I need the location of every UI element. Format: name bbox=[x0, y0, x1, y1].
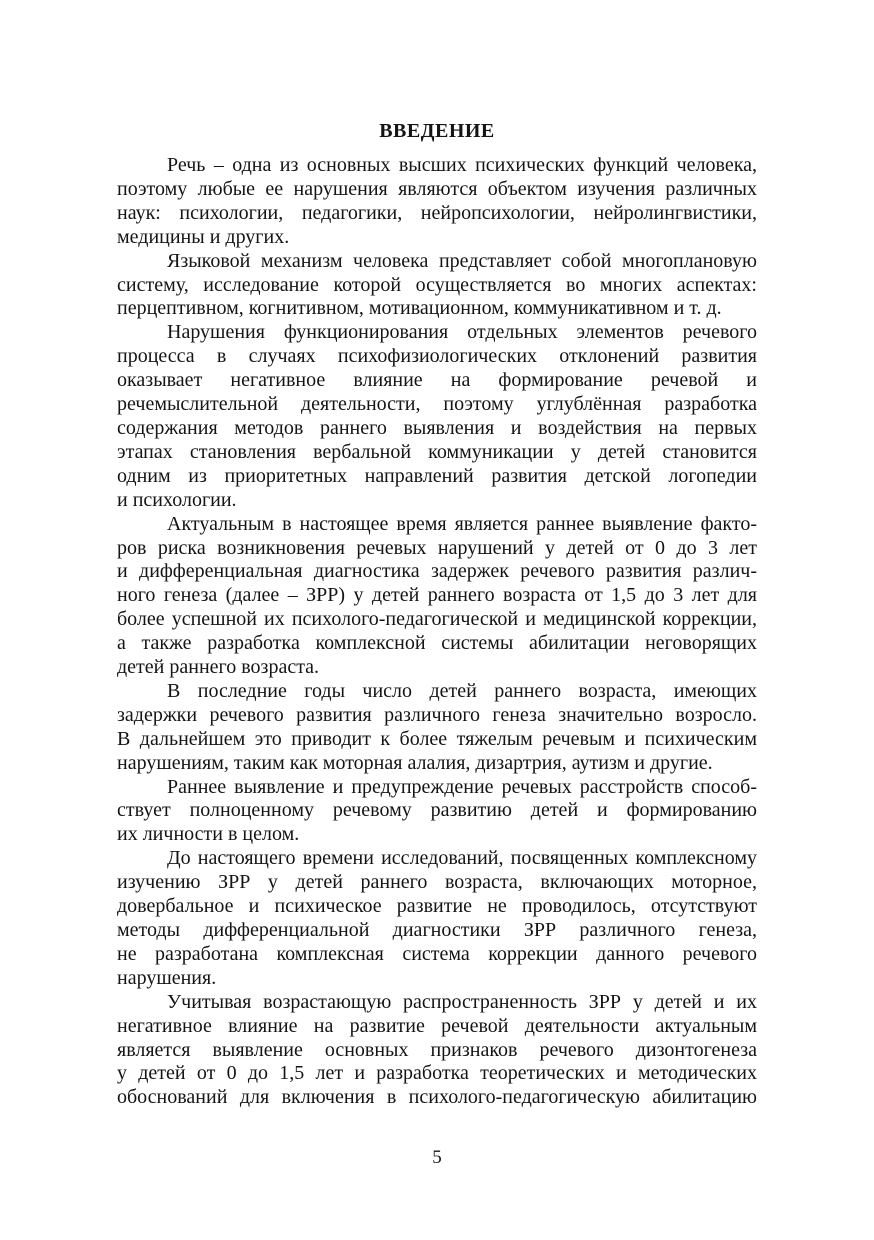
paragraph-line: более успешной их психолого-педагогической и медицинской коррекции, bbox=[117, 608, 757, 631]
paragraph-line: не разработана комплексная система коррекции данного речевого bbox=[117, 942, 757, 965]
paragraph-line: До настоящего времени исследований, посвященных комплексному bbox=[167, 847, 757, 870]
paragraph-line: задержки речевого развития различного генеза значительно возросло. bbox=[117, 703, 757, 726]
paragraph-line: поэтому любые ее нарушения являются объектом изучения различных bbox=[117, 177, 757, 200]
paragraph bbox=[117, 991, 757, 1111]
paragraph-line: Речь – одна из основных высших психических функций человека, bbox=[167, 154, 757, 176]
paragraph-line: В последние годы число детей раннего возраста, имеющих bbox=[167, 679, 757, 702]
paragraph bbox=[117, 321, 757, 512]
paragraph-line: и дифференциальная диагностика задержек речевого развития различ- bbox=[117, 560, 757, 583]
body-text bbox=[117, 154, 757, 1110]
paragraph-line: нарушениям, таким как моторная алалия, дизартрия, аутизм и другие. bbox=[117, 751, 713, 774]
paragraph-line: ного генеза (далее – ЗРР) у детей раннего возраста от 1,5 до 3 лет для bbox=[117, 584, 757, 607]
paragraph-line: процесса в случаях психофизиологических отклонений развития bbox=[117, 345, 757, 368]
paragraph bbox=[117, 680, 757, 776]
paragraph-line: Учитывая возрастающую распространенность ЗРР у детей и их bbox=[167, 990, 757, 1013]
paragraph-line: Актуальным в настоящее время является раннее выявление факто- bbox=[167, 512, 757, 535]
paragraph-line: одним из приоритетных направлений развития детской логопедии bbox=[117, 464, 757, 487]
page-number: 5 bbox=[432, 1147, 442, 1168]
page-title: ВВЕДЕНИЕ bbox=[379, 120, 495, 142]
paragraph-line: и психологии. bbox=[117, 488, 237, 511]
paragraph bbox=[117, 776, 757, 848]
paragraph-line: ров риска возникновения речевых нарушений у детей от 0 до 3 лет bbox=[117, 536, 757, 559]
paragraph-line: Языковой механизм человека представляет собой многоплановую bbox=[167, 249, 757, 272]
paragraph bbox=[117, 513, 757, 680]
paragraph-line: систему, исследование которой осуществляется во многих аспектах: bbox=[117, 273, 757, 296]
paragraph-line: Нарушения функционирования отдельных элементов речевого bbox=[167, 321, 757, 344]
paragraph-line: речемыслительной деятельности, поэтому углублённая разработка bbox=[117, 393, 757, 416]
paragraph bbox=[117, 847, 757, 990]
paragraph-line: обоснований для включения в психолого-педагогическую абилитацию bbox=[117, 1086, 757, 1109]
paragraph-line: медицины и других. bbox=[117, 225, 290, 248]
paragraph-line: а также разработка комплексной системы абилитации неговорящих bbox=[117, 632, 757, 655]
paragraph-line: этапах становления вербальной коммуникации у детей становится bbox=[117, 440, 757, 463]
paragraph-line: является выявление основных признаков речевого дизонтогенеза bbox=[117, 1038, 757, 1061]
paragraph-line: оказывает негативное влияние на формирование речевой и bbox=[117, 369, 757, 392]
paragraph bbox=[117, 250, 757, 322]
paragraph-line: ствует полноценному речевому развитию детей и формированию bbox=[117, 799, 757, 822]
paragraph-line: В дальнейшем это приводит к более тяжелым речевым и психическим bbox=[117, 727, 757, 750]
paragraph-line: изучению ЗРР у детей раннего возраста, включающих моторное, bbox=[117, 871, 757, 894]
paragraph-line: содержания методов раннего выявления и воздействия на первых bbox=[117, 416, 757, 439]
paragraph-line: методы дифференциальной диагностики ЗРР различного генеза, bbox=[117, 919, 757, 941]
paragraph-line: наук: психологии, педагогики, нейропсихологии, нейролингвистики, bbox=[117, 201, 757, 224]
paragraph-line: Раннее выявление и предупреждение речевых расстройств способ- bbox=[167, 775, 757, 798]
paragraph-line: перцептивном, когнитивном, мотивационном, коммуникативном и т. д. bbox=[117, 297, 722, 320]
paragraph-line: у детей от 0 до 1,5 лет и разработка теоретических и методических bbox=[117, 1062, 757, 1085]
paragraph-line: довербальное и психическое развитие не проводилось, отсутствуют bbox=[117, 895, 757, 918]
paragraph-line: негативное влияние на развитие речевой деятельности актуальным bbox=[117, 1014, 757, 1037]
paragraph-line: нарушения. bbox=[117, 966, 217, 989]
paragraph bbox=[117, 154, 757, 250]
paragraph-line: их личности в целом. bbox=[117, 823, 300, 846]
paragraph-line: детей раннего возраста. bbox=[117, 656, 320, 679]
